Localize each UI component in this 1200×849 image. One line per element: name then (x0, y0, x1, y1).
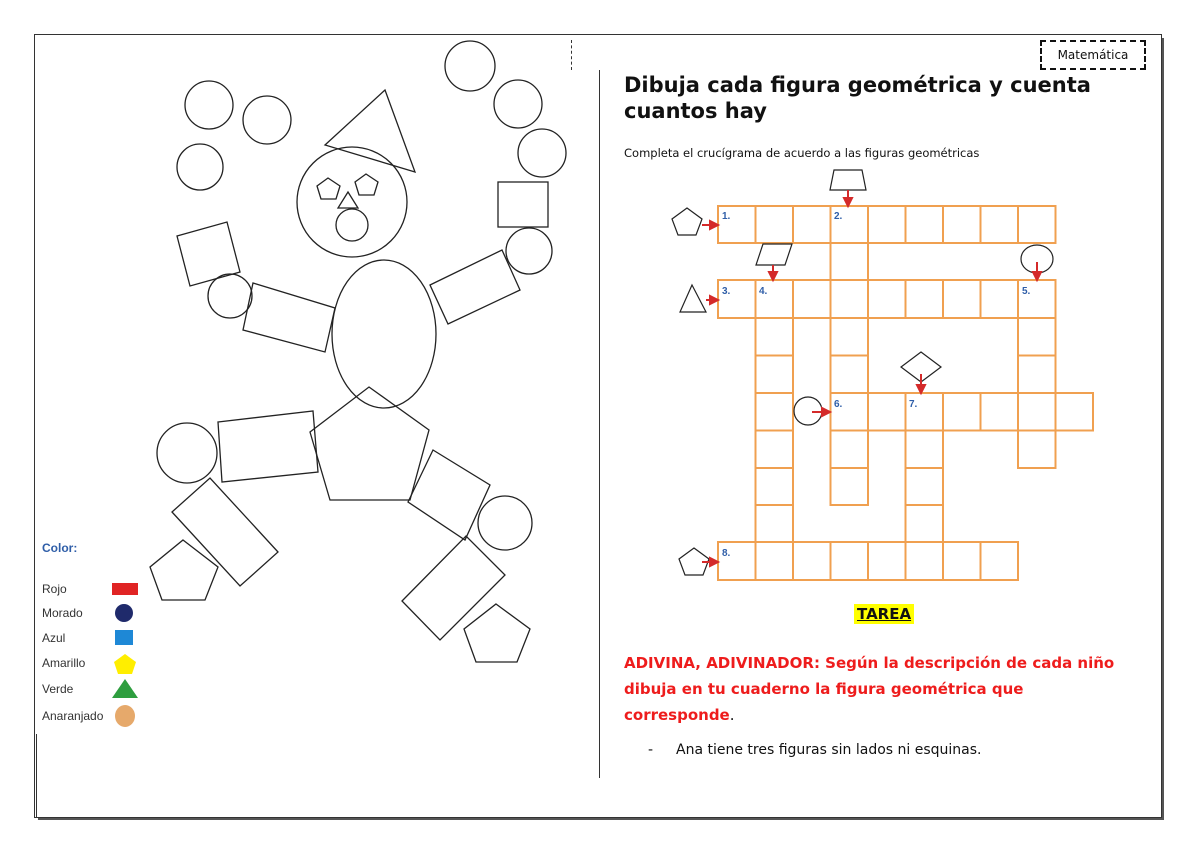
figure-circle (185, 81, 233, 129)
arrow-head-icon (710, 558, 718, 566)
figure-square-tilted (177, 222, 240, 286)
crossword-cell[interactable] (981, 206, 1019, 243)
bullet-dash: - (648, 742, 654, 758)
clue-number-7: 7. (909, 399, 918, 410)
crossword-cell[interactable] (981, 542, 1019, 580)
figure-foot-pentagon (464, 604, 530, 662)
legend-label-yellow: Amarillo (42, 656, 86, 670)
figure-rectangle-leg (218, 411, 318, 482)
task-heading: TAREA (854, 604, 914, 624)
crossword-cell[interactable] (906, 505, 944, 542)
swatch-pentagon-yellow (114, 654, 136, 674)
clue-number-3: 3. (722, 286, 731, 297)
figure-rectangle-arm (430, 250, 520, 324)
crossword-cell[interactable] (906, 431, 944, 469)
crossword-cell[interactable] (831, 356, 869, 394)
figure-square (498, 182, 548, 227)
crossword-cell[interactable] (981, 280, 1019, 318)
clue-rhombus-icon (756, 244, 792, 265)
crossword-cell[interactable] (831, 280, 869, 318)
clue-number-6: 6. (834, 399, 843, 410)
column-4-down (756, 318, 794, 542)
clue-number-1: 1. (722, 211, 731, 222)
crossword-cell[interactable] (831, 318, 869, 356)
clue-number-4: 4. (759, 286, 768, 297)
crossword-cell[interactable] (793, 206, 831, 243)
legend-label-orange: Anaranjado (42, 709, 104, 723)
figure-circle (518, 129, 566, 177)
clue-trapezoid-icon (830, 170, 866, 190)
figure-nose-triangle (338, 192, 358, 208)
legend-label-red: Rojo (42, 582, 67, 596)
swatch-rectangle-red (112, 583, 138, 595)
swatch-triangle-green (112, 679, 138, 698)
crossword-cell[interactable] (793, 280, 831, 318)
crossword-cell[interactable] (943, 542, 981, 580)
row-8-across (718, 542, 1018, 580)
crossword-cell[interactable] (868, 393, 906, 431)
row-1-across (718, 206, 1056, 243)
crossword-cell[interactable] (906, 468, 944, 505)
crossword-cell[interactable] (831, 542, 869, 580)
subject-tag: Matemática (1040, 40, 1146, 70)
figure-circle (243, 96, 291, 144)
task-instructions (624, 650, 1124, 728)
shape-figure-drawing (150, 41, 566, 662)
crossword-cell[interactable] (906, 542, 944, 580)
figure-circle (445, 41, 495, 91)
figure-eye-pentagon (355, 174, 378, 195)
crossword-cell[interactable] (756, 468, 794, 505)
crossword-cell[interactable] (793, 542, 831, 580)
figure-rectangle-arm (243, 283, 335, 352)
figure-circle (494, 80, 542, 128)
crossword-cell[interactable] (906, 206, 944, 243)
crossword-cell[interactable] (981, 393, 1019, 431)
task-instructions-period: . (729, 706, 735, 724)
crossword-cell[interactable] (756, 356, 794, 394)
crossword-cell[interactable] (1018, 393, 1056, 431)
arrow-head-icon (1033, 272, 1041, 280)
crossword-cell[interactable] (868, 280, 906, 318)
figure-rectangle-leg (172, 478, 278, 586)
legend-label-purple: Morado (42, 606, 83, 620)
figure-circle (177, 144, 223, 190)
figure-foot-pentagon (150, 540, 218, 600)
figure-body-oval (332, 260, 436, 408)
crossword-cell[interactable] (756, 505, 794, 542)
figure-mouth-circle (336, 209, 368, 241)
swatch-square-blue (115, 630, 133, 645)
task-bullet-item (648, 742, 982, 758)
figure-triangle-hat (325, 90, 415, 172)
figure-circle (157, 423, 217, 483)
column-7-down (906, 431, 944, 543)
clue-triangle-icon (680, 285, 706, 312)
crossword-cell[interactable] (1018, 318, 1056, 356)
crossword-instructions: Completa el crucígrama de acuerdo a las figuras geométricas (624, 146, 980, 160)
row-6-across (831, 393, 1094, 431)
crossword-cell[interactable] (943, 280, 981, 318)
swatch-oval-orange (115, 705, 135, 727)
figure-body-pentagon (310, 387, 429, 500)
figure-circle (478, 496, 532, 550)
crossword-cell[interactable] (1018, 431, 1056, 469)
crossword-cell[interactable] (868, 542, 906, 580)
crossword-cell[interactable] (1018, 356, 1056, 394)
bullet-text: Ana tiene tres figuras sin lados ni esquinas. (676, 742, 982, 758)
figure-rectangle-leg (402, 536, 505, 640)
arrow-head-icon (917, 385, 925, 393)
legend-title: Color: (42, 541, 78, 555)
arrow-head-icon (710, 296, 718, 304)
crossword-cell[interactable] (868, 206, 906, 243)
crossword-cell[interactable] (756, 318, 794, 356)
crossword-cell[interactable] (756, 206, 794, 243)
swatch-circle-purple (115, 604, 133, 622)
task-instructions-text: ADIVINA, ADIVINADOR: Según la descripción de cada niño dibuja en tu cuaderno la figura geométrica que corresponde (624, 654, 1115, 724)
crossword-cell[interactable] (756, 542, 794, 580)
arrow-head-icon (844, 198, 852, 206)
legend-label-blue: Azul (42, 631, 66, 645)
crossword-cell[interactable] (831, 243, 869, 280)
color-legend-swatches (112, 583, 138, 727)
figure-circle (506, 228, 552, 274)
figure-eye-pentagon (317, 178, 340, 199)
crossword-cell[interactable] (906, 280, 944, 318)
crossword-cell[interactable] (1018, 206, 1056, 243)
crossword-cell[interactable] (756, 431, 794, 469)
clue-number-8: 8. (722, 548, 731, 559)
legend-label-green: Verde (42, 682, 74, 696)
arrow-head-icon (769, 272, 777, 280)
crossword-cell[interactable] (943, 393, 981, 431)
clue-number-2: 2. (834, 211, 843, 222)
crossword-cell[interactable] (943, 206, 981, 243)
row-3-across (718, 280, 1056, 318)
page-title: Dibuja cada figura geométrica y cuenta cuantos hay (624, 73, 1091, 123)
arrow-head-icon (710, 221, 718, 229)
crossword-cell[interactable] (1056, 393, 1094, 431)
figure-circle (208, 274, 252, 318)
crossword-cell[interactable] (756, 393, 794, 431)
arrow-head-icon (822, 408, 830, 416)
crossword-cell[interactable] (831, 431, 869, 469)
clue-number-5: 5. (1022, 286, 1031, 297)
crossword-arrows (702, 190, 1041, 566)
clue-pentagon-icon (672, 208, 702, 235)
crossword-cell[interactable] (831, 468, 869, 505)
